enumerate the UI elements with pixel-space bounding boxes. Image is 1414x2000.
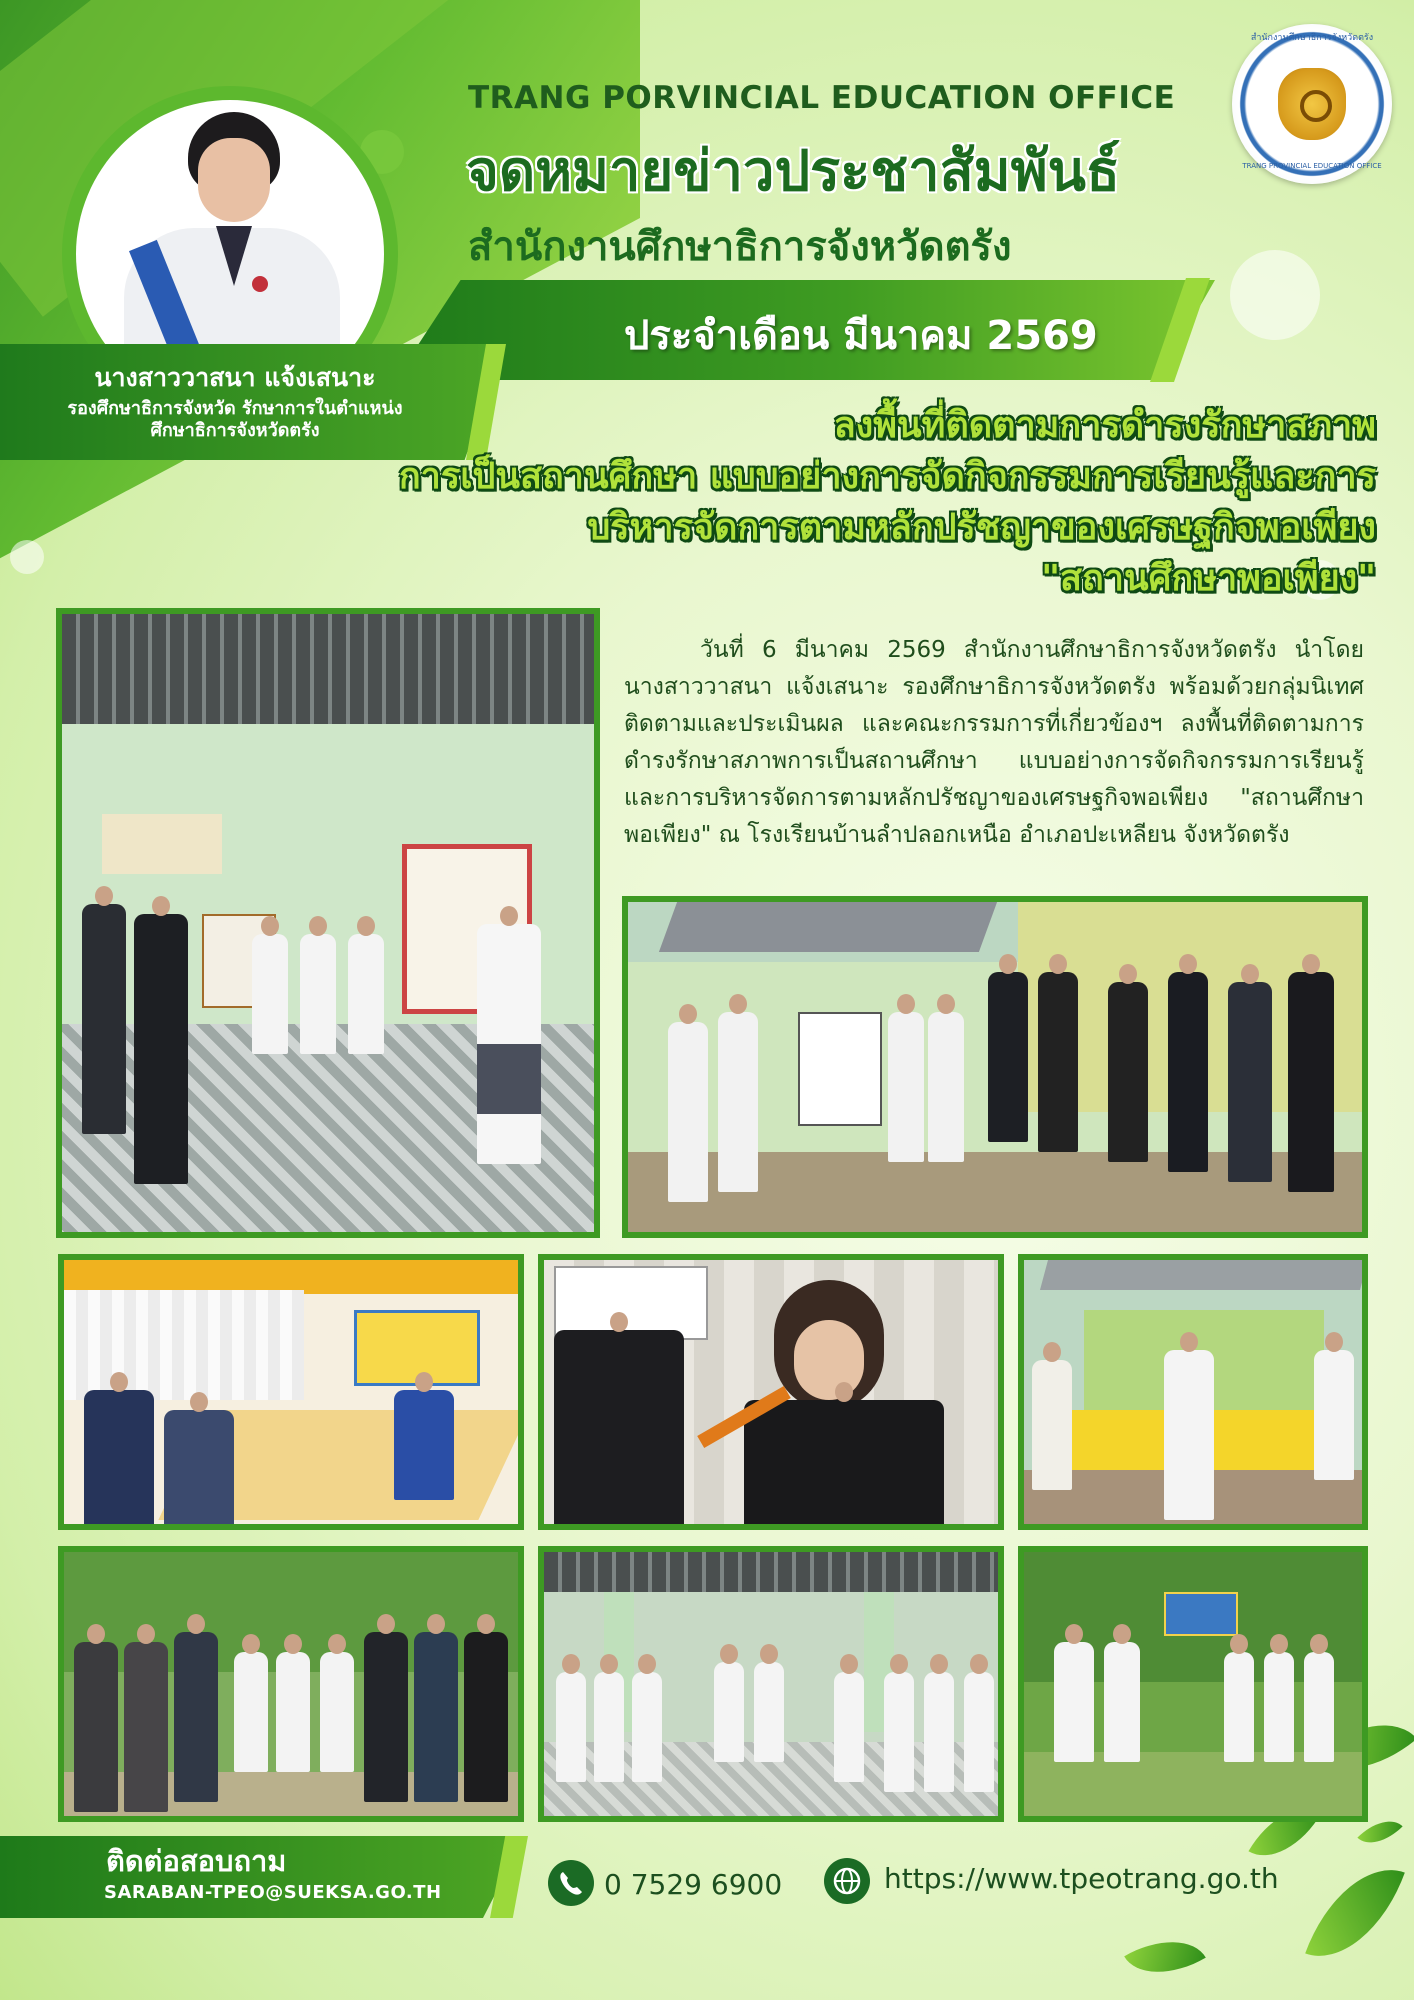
education-office-seal-icon (1232, 24, 1392, 184)
photo-group-outdoors (58, 1546, 524, 1822)
leaf-decor (1305, 1850, 1405, 1976)
official-position-line1: รองศึกษาธิการจังหวัด รักษาการในตำแหน่ง (67, 398, 403, 419)
leaf-decor (1124, 1921, 1206, 1992)
phone-icon (548, 1860, 594, 1906)
news-body (624, 632, 1364, 854)
seal-text-top: สำนักงานศึกษาธิการจังหวัดตรัง (1250, 33, 1374, 43)
bokeh-dot (1230, 250, 1320, 340)
contact-phone[interactable]: 0 7529 6900 (604, 1868, 783, 1901)
photo-speaker-microphone (538, 1254, 1004, 1530)
photo-meeting-room (58, 1254, 524, 1530)
news-headline (220, 400, 1376, 604)
photo-student-booth (1018, 1254, 1368, 1530)
headline-line4: "สถานศึกษาพอเพียง" (1041, 558, 1376, 599)
contact-title: ติดต่อสอบถาม (106, 1844, 287, 1878)
contact-email[interactable]: SARABAN-TPEO@SUEKSA.GO.TH (104, 1882, 442, 1903)
office-subtitle: สำนักงานศึกษาธิการจังหวัดตรัง (468, 224, 1012, 270)
seal-text-bottom: TRANG PROVINCIAL EDUCATION OFFICE (1242, 162, 1382, 170)
photo-students-line (538, 1546, 1004, 1822)
headline-line3: บริหารจัดการตามหลักปรัชญาของเศรษฐกิจพอเพียง (587, 507, 1376, 548)
headline-line2: การเป็นสถานศึกษา แบบอย่างการจัดกิจกรรมการเรียนรู้และการ (398, 456, 1376, 497)
english-office-title: TRANG PORVINCIAL EDUCATION OFFICE (468, 80, 1176, 116)
globe-icon (824, 1858, 870, 1904)
contact-website[interactable]: https://www.tpeotrang.go.th (884, 1862, 1279, 1895)
photo-outdoor-presentation (622, 896, 1368, 1238)
bokeh-dot (10, 540, 44, 574)
month-label: ประจำเดือน มีนาคม 2569 (624, 313, 1098, 359)
official-name: นางสาววาสนา แจ้งเสนาะ (94, 363, 376, 392)
news-paragraph: วันที่ 6 มีนาคม 2569 สำนักงานศึกษาธิการจังหวัดตรัง นำโดย นางสาววาสนา แจ้งเสนาะ รองศึกษาธิการจังหวัดตรัง พร้อมด้วยกลุ่มนิเทศ ติดตามและประเมินผล และคณะกรรมการที่เกี่ยวข้องฯ ลงพื้นที่ติดตามการดำรงรักษาสภาพการเป็นสถานศึกษา แบบอย่างการจัดกิจกรรมการเรียนรู้และการบริหารจัดการตามหลักปรัชญาของเศรษฐกิจพอเพียง "สถานศึกษาพอเพียง" ณ โรงเรียนบ้านลำปลอกเหนือ อำเภอปะเหลียน จังหวัดตรัง (624, 637, 1364, 848)
headline-line1: ลงพื้นที่ติดตามการดำรงรักษาสภาพ (833, 405, 1376, 446)
newsletter-title: จดหมายข่าวประชาสัมพันธ์ (466, 139, 1121, 204)
official-position-line2: ศึกษาธิการจังหวัดตรัง (150, 420, 320, 441)
photo-presentation-hall (56, 608, 600, 1238)
photo-garden-presentation (1018, 1546, 1368, 1822)
